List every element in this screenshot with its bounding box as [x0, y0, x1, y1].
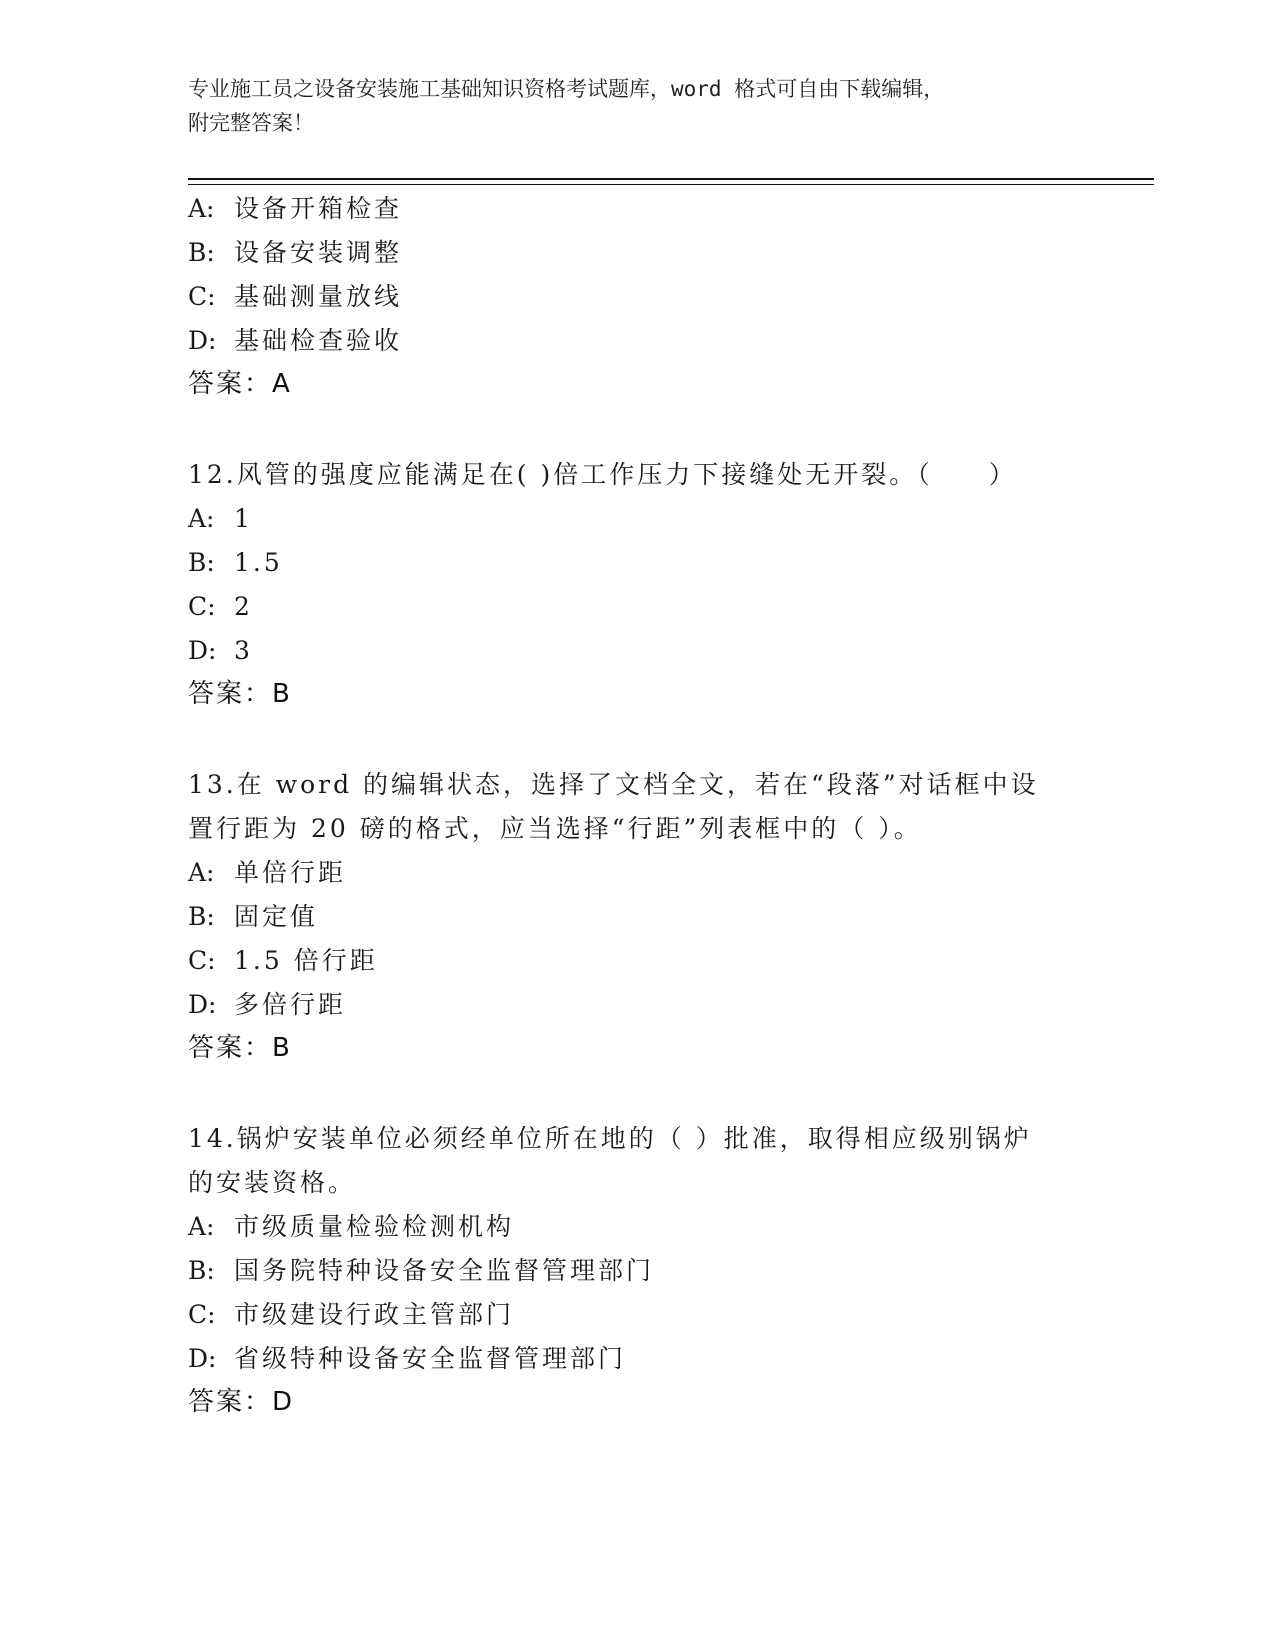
- option-text: 设备开箱检查: [234, 194, 403, 223]
- q11-answer: 答案：A: [188, 369, 292, 399]
- option-key: A:: [188, 504, 215, 533]
- option-key: A:: [188, 194, 215, 223]
- header-rule-thick: [188, 178, 1154, 180]
- option-text: 基础检查验收: [234, 326, 403, 355]
- q14-option-a: [188, 1204, 514, 1249]
- option-text: 基础测量放线: [234, 282, 403, 311]
- header-rule-thin: [188, 184, 1154, 185]
- option-key: B:: [188, 1256, 215, 1285]
- option-text: 国务院特种设备安全监督管理部门: [234, 1256, 655, 1285]
- q14-answer: 答案：D: [188, 1387, 295, 1417]
- option-text: 省级特种设备安全监督管理部门: [234, 1344, 627, 1373]
- q13-answer: 答案：B: [188, 1033, 292, 1063]
- option-key: A:: [188, 858, 215, 887]
- q11-option-c: [188, 274, 402, 319]
- q14-option-d: [188, 1336, 626, 1381]
- option-key: B:: [188, 548, 215, 577]
- document-header: [188, 72, 1068, 140]
- q11-option-a: [188, 186, 402, 231]
- q12-option-c: [188, 584, 253, 629]
- option-key: D:: [188, 1344, 217, 1373]
- option-text: 市级建设行政主管部门: [234, 1300, 515, 1329]
- option-text: 市级质量检验检测机构: [234, 1212, 515, 1241]
- option-text: 固定值: [234, 902, 319, 931]
- option-key: D:: [188, 990, 217, 1019]
- option-text: 1.5 倍行距: [234, 946, 378, 975]
- q13-option-c: [188, 938, 378, 983]
- q14-option-c: [188, 1292, 514, 1337]
- option-text: 设备安装调整: [234, 238, 403, 267]
- q13-option-a: [188, 850, 346, 895]
- option-key: D:: [188, 326, 217, 355]
- option-text: 单倍行距: [234, 858, 347, 887]
- option-key: C:: [188, 592, 216, 621]
- q12-option-a: [188, 496, 253, 541]
- q14-question-line-1: 14.锅炉安装单位必须经单位所在地的（ ）批准，取得相应级别锅炉: [188, 1124, 1032, 1153]
- option-key: D:: [188, 636, 217, 665]
- q12-answer: 答案：B: [188, 679, 292, 709]
- option-key: C:: [188, 946, 216, 975]
- header-line-2: 附完整答案！: [188, 111, 314, 135]
- option-text: 1.5: [234, 548, 283, 577]
- q13-question-line-2: 置行距为 20 磅的格式，应当选择“行距”列表框中的（ ）。: [188, 814, 922, 843]
- q14-option-b: [188, 1248, 654, 1293]
- option-text: 1: [234, 504, 253, 533]
- option-text: 多倍行距: [234, 990, 347, 1019]
- option-key: B:: [188, 238, 215, 267]
- q12-option-b: [188, 540, 283, 585]
- option-key: B:: [188, 902, 215, 931]
- header-line-1: 专业施工员之设备安装施工基础知识资格考试题库，word 格式可自由下载编辑，: [188, 77, 945, 101]
- option-key: C:: [188, 1300, 216, 1329]
- q13-option-b: [188, 894, 318, 939]
- q11-option-d: [188, 318, 402, 363]
- q12-option-d: [188, 628, 253, 673]
- q14-question-line-2: 的安装资格。: [188, 1168, 357, 1197]
- option-text: 3: [234, 636, 253, 665]
- q13-option-d: [188, 982, 346, 1027]
- q11-option-b: [188, 230, 402, 275]
- q13-question-line-1: 13.在 word 的编辑状态，选择了文档全文，若在“段落”对话框中设: [188, 770, 1039, 799]
- option-text: 2: [234, 592, 253, 621]
- option-key: A:: [188, 1212, 215, 1241]
- option-key: C:: [188, 282, 216, 311]
- q12-question: 12.风管的强度应能满足在( )倍工作压力下接缝处无开裂。（ ）: [188, 460, 1017, 489]
